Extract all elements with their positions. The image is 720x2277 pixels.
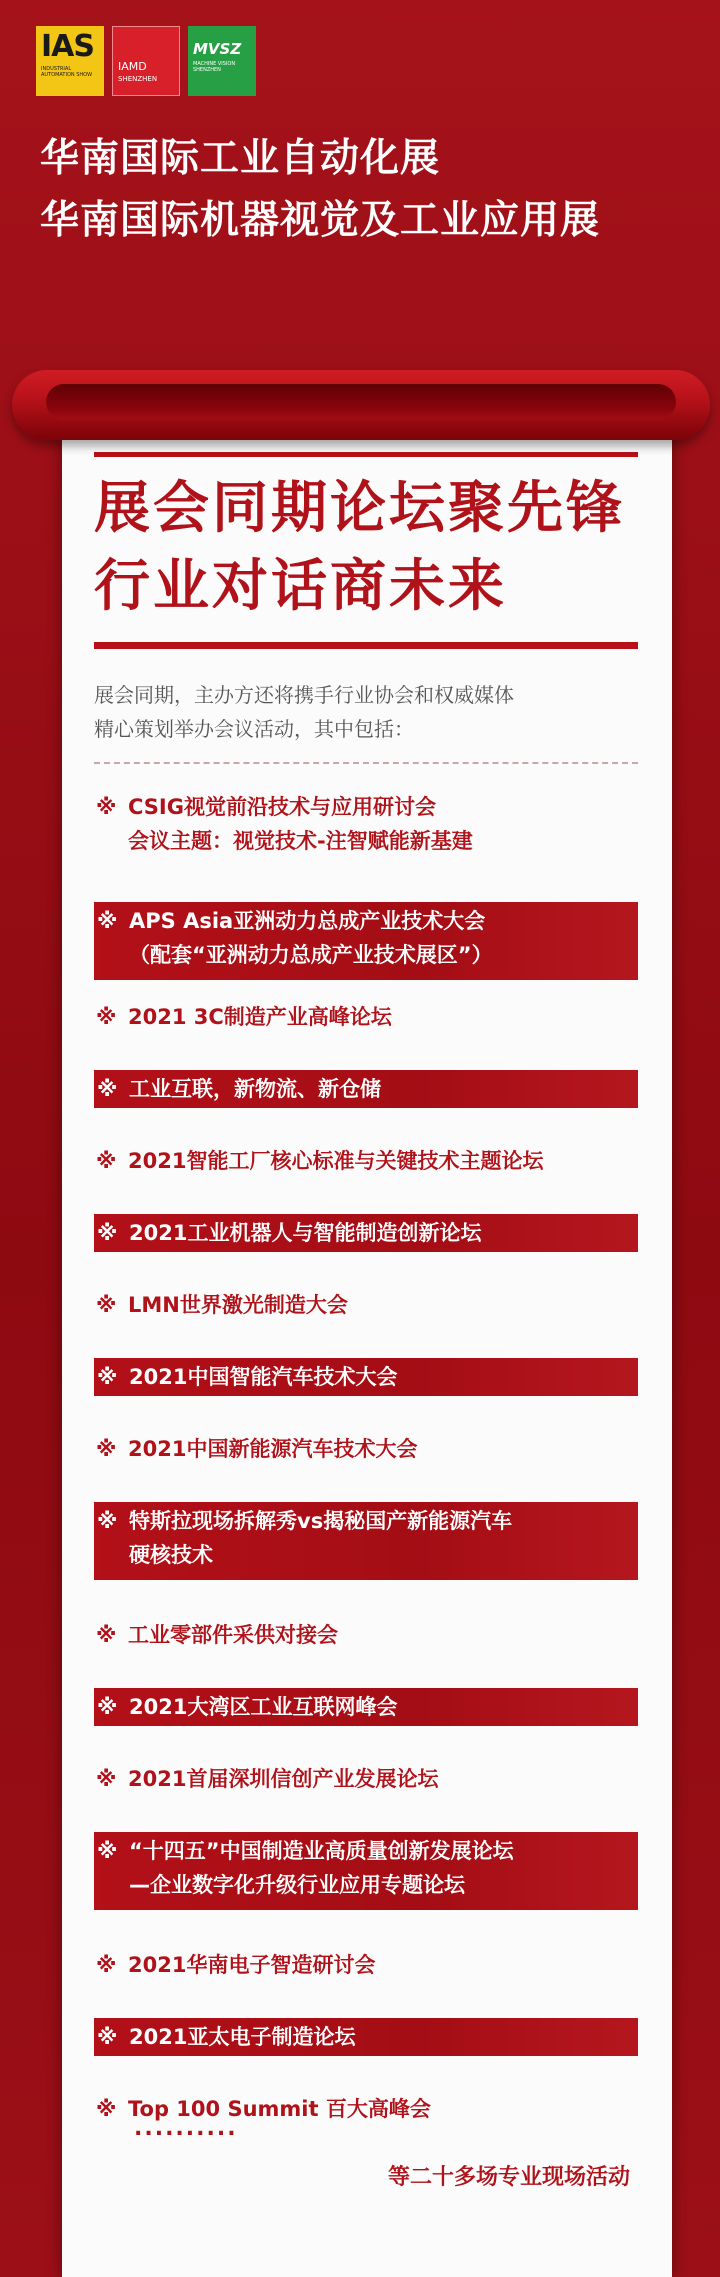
event-subtitle: （配套“亚洲动力总成产业技术展区”） [129,943,493,967]
exhibition-titles [40,128,600,252]
event-title-text: 2021中国新能源汽车技术大会 [128,1437,418,1461]
event-subtitle: 会议主题：视觉技术-注智赋能新基建 [128,829,473,853]
event-title-text: 2021中国智能汽车技术大会 [129,1365,398,1389]
event-item [94,1688,638,1726]
bullet-symbol: ※ [97,1221,118,1245]
event-title-text: Top 100 Summit 百大高峰会 [128,2097,431,2121]
event-title [96,1144,638,1178]
bullet-symbol: ※ [97,1509,118,1533]
event-title-text: “十四五”中国制造业高质量创新发展论坛 [129,1839,514,1863]
event-title [96,1948,638,1982]
event-subtitle: 硬核技术 [129,1543,213,1567]
scroll-roller-inner [46,384,676,420]
mvsz-logo-sub: MACHINE VISION SHENZHEN [193,61,236,73]
event-title [97,1690,638,1724]
intro-line-2: 精心策划举办会议活动，其中包括： [94,717,414,741]
scroll-paper [62,400,672,2277]
ias-logo-sub: INDUSTRIAL AUTOMATION SHOW [41,66,93,78]
event-item [94,1214,638,1252]
bullet-symbol: ※ [97,2025,118,2049]
event-item [94,1616,638,1654]
bullet-symbol: ※ [96,1005,117,1029]
event-title-text: 2021工业机器人与智能制造创新论坛 [129,1221,482,1245]
headline-bottom-rule [94,642,638,649]
bullet-symbol: ※ [97,909,118,933]
event-title [97,1834,638,1868]
event-item [94,1358,638,1396]
event-title-text: LMN世界激光制造大会 [128,1293,348,1317]
event-title-text: 2021首届深圳信创产业发展论坛 [128,1767,439,1791]
event-title [97,1216,638,1250]
iamd-logo [112,26,180,96]
event-item [94,1430,638,1468]
event-subtitle: —企业数字化升级行业应用专题论坛 [129,1873,465,1897]
event-title-text: 2021 3C制造产业高峰论坛 [128,1005,392,1029]
event-title [97,2020,638,2054]
event-title-text: 2021亚太电子制造论坛 [129,2025,356,2049]
event-title [96,790,638,824]
event-item [94,2018,638,2056]
bullet-symbol: ※ [97,1695,118,1719]
event-item [94,1142,638,1180]
event-item [94,998,638,1036]
bullet-symbol: ※ [96,795,117,819]
iamd-logo-sub: SHENZHEN [118,75,158,83]
bullet-symbol: ※ [97,1077,118,1101]
title-line-1: 华南国际工业自动化展 [40,136,441,181]
dashed-divider [94,762,638,764]
scroll-roller [12,370,710,440]
event-item [94,1832,638,1910]
event-title-text: 工业互联，新物流、新仓储 [129,1077,381,1101]
headline [94,470,625,626]
event-item [94,1502,638,1580]
event-title-text: 2021大湾区工业互联网峰会 [129,1695,398,1719]
bullet-symbol: ※ [97,1839,118,1863]
iamd-logo-mark: IAMD [118,60,147,73]
event-title [97,1504,638,1538]
event-item [94,788,638,866]
event-title [96,1762,638,1796]
intro-text [94,678,514,746]
headline-line-1: 展会同期论坛聚先锋 [94,476,625,541]
bullet-symbol: ※ [96,1149,117,1173]
event-title-text: 特斯拉现场拆解秀vs揭秘国产新能源汽车 [129,1509,513,1533]
event-title [97,1072,638,1106]
bullet-symbol: ※ [96,1293,117,1317]
headline-top-rule [94,452,638,457]
event-item [94,1070,638,1108]
event-title [96,1618,638,1652]
event-item [94,1760,638,1798]
event-title-text: APS Asia亚洲动力总成产业技术大会 [129,909,486,933]
event-title [96,1000,638,1034]
event-title [96,1432,638,1466]
intro-line-1: 展会同期，主办方还将携手行业协会和权威媒体 [94,683,514,707]
event-item [94,1946,638,1984]
bullet-symbol: ※ [96,1437,117,1461]
more-ellipsis: .......... [134,2116,238,2141]
bullet-symbol: ※ [96,2097,117,2121]
ias-logo [36,26,104,96]
headline-line-2: 行业对话商未来 [94,554,507,619]
title-line-2: 华南国际机器视觉及工业应用展 [40,198,601,243]
event-item [94,902,638,980]
bullet-symbol: ※ [96,1767,117,1791]
event-title-text: 2021华南电子智造研讨会 [128,1953,376,1977]
event-title-text: 2021智能工厂核心标准与关键技术主题论坛 [128,1149,544,1173]
event-title [97,904,638,938]
ias-logo-mark: IAS [41,29,94,64]
event-title-text: 工业零部件采供对接会 [128,1623,338,1647]
mvsz-logo-mark: MVSZ [193,40,242,58]
footer-note: 等二十多场专业现场活动 [387,2165,630,2190]
bullet-symbol: ※ [97,1365,118,1389]
bullet-symbol: ※ [96,1623,117,1647]
mvsz-logo [188,26,256,96]
event-title-text: CSIG视觉前沿技术与应用研讨会 [128,795,436,819]
event-item [94,1286,638,1324]
event-title [97,1360,638,1394]
logo-row [36,26,256,96]
event-title [96,1288,638,1322]
bullet-symbol: ※ [96,1953,117,1977]
